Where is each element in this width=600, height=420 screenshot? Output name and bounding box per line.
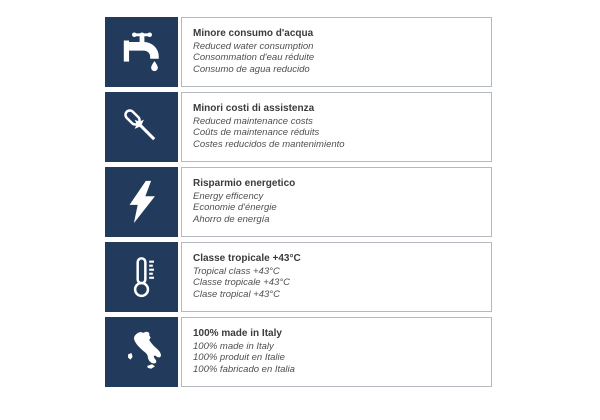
feature-icon-tile [105,17,178,87]
italy-map-icon [119,329,165,375]
product-features-panel [105,17,492,387]
feature-translation-fr: Classe tropicale +43°C [193,277,290,289]
lightning-icon [119,179,165,225]
feature-translation-es: Clase tropical +43°C [193,288,280,300]
feature-translation-es: Costes reducidos de mantenimiento [193,138,345,150]
feature-text-box [181,317,492,387]
feature-translation-es: 100% fabricado en Italia [193,363,295,375]
feature-title: Minori costi di assistenza [193,103,315,114]
feature-translation-es: Consumo de agua reducido [193,63,310,75]
screwdriver-icon [119,104,165,150]
feature-translation-fr: Consommation d'eau réduite [193,52,315,64]
feature-translation-es: Ahorro de energía [193,213,270,225]
feature-row [105,17,492,87]
feature-icon-tile [105,317,178,387]
feature-translation-fr: Coûts de maintenance réduits [193,127,320,139]
feature-row [105,167,492,237]
feature-row [105,317,492,387]
feature-icon-tile [105,242,178,312]
feature-text-box [181,92,492,162]
feature-row [105,242,492,312]
feature-translation-en: Reduced water consumption [193,41,314,52]
feature-text-box [181,17,492,87]
feature-translation-en: Tropical class +43°C [193,266,280,277]
feature-translation-en: Reduced maintenance costs [193,116,313,127]
feature-icon-tile [105,167,178,237]
feature-row [105,92,492,162]
feature-text-box [181,167,492,237]
faucet-icon [119,29,165,75]
feature-title: Risparmio energetico [193,178,296,189]
feature-translation-en: 100% made in Italy [193,341,274,352]
feature-title: 100% made in Italy [193,328,282,339]
feature-translation-en: Energy efficency [193,191,264,202]
feature-translation-fr: Economie d'énergie [193,202,277,214]
thermometer-icon [119,254,165,300]
feature-text-box [181,242,492,312]
feature-icon-tile [105,92,178,162]
feature-translation-fr: 100% produit en Italie [193,352,285,364]
feature-title: Minore consumo d'acqua [193,28,314,39]
feature-title: Classe tropicale +43°C [193,253,301,264]
